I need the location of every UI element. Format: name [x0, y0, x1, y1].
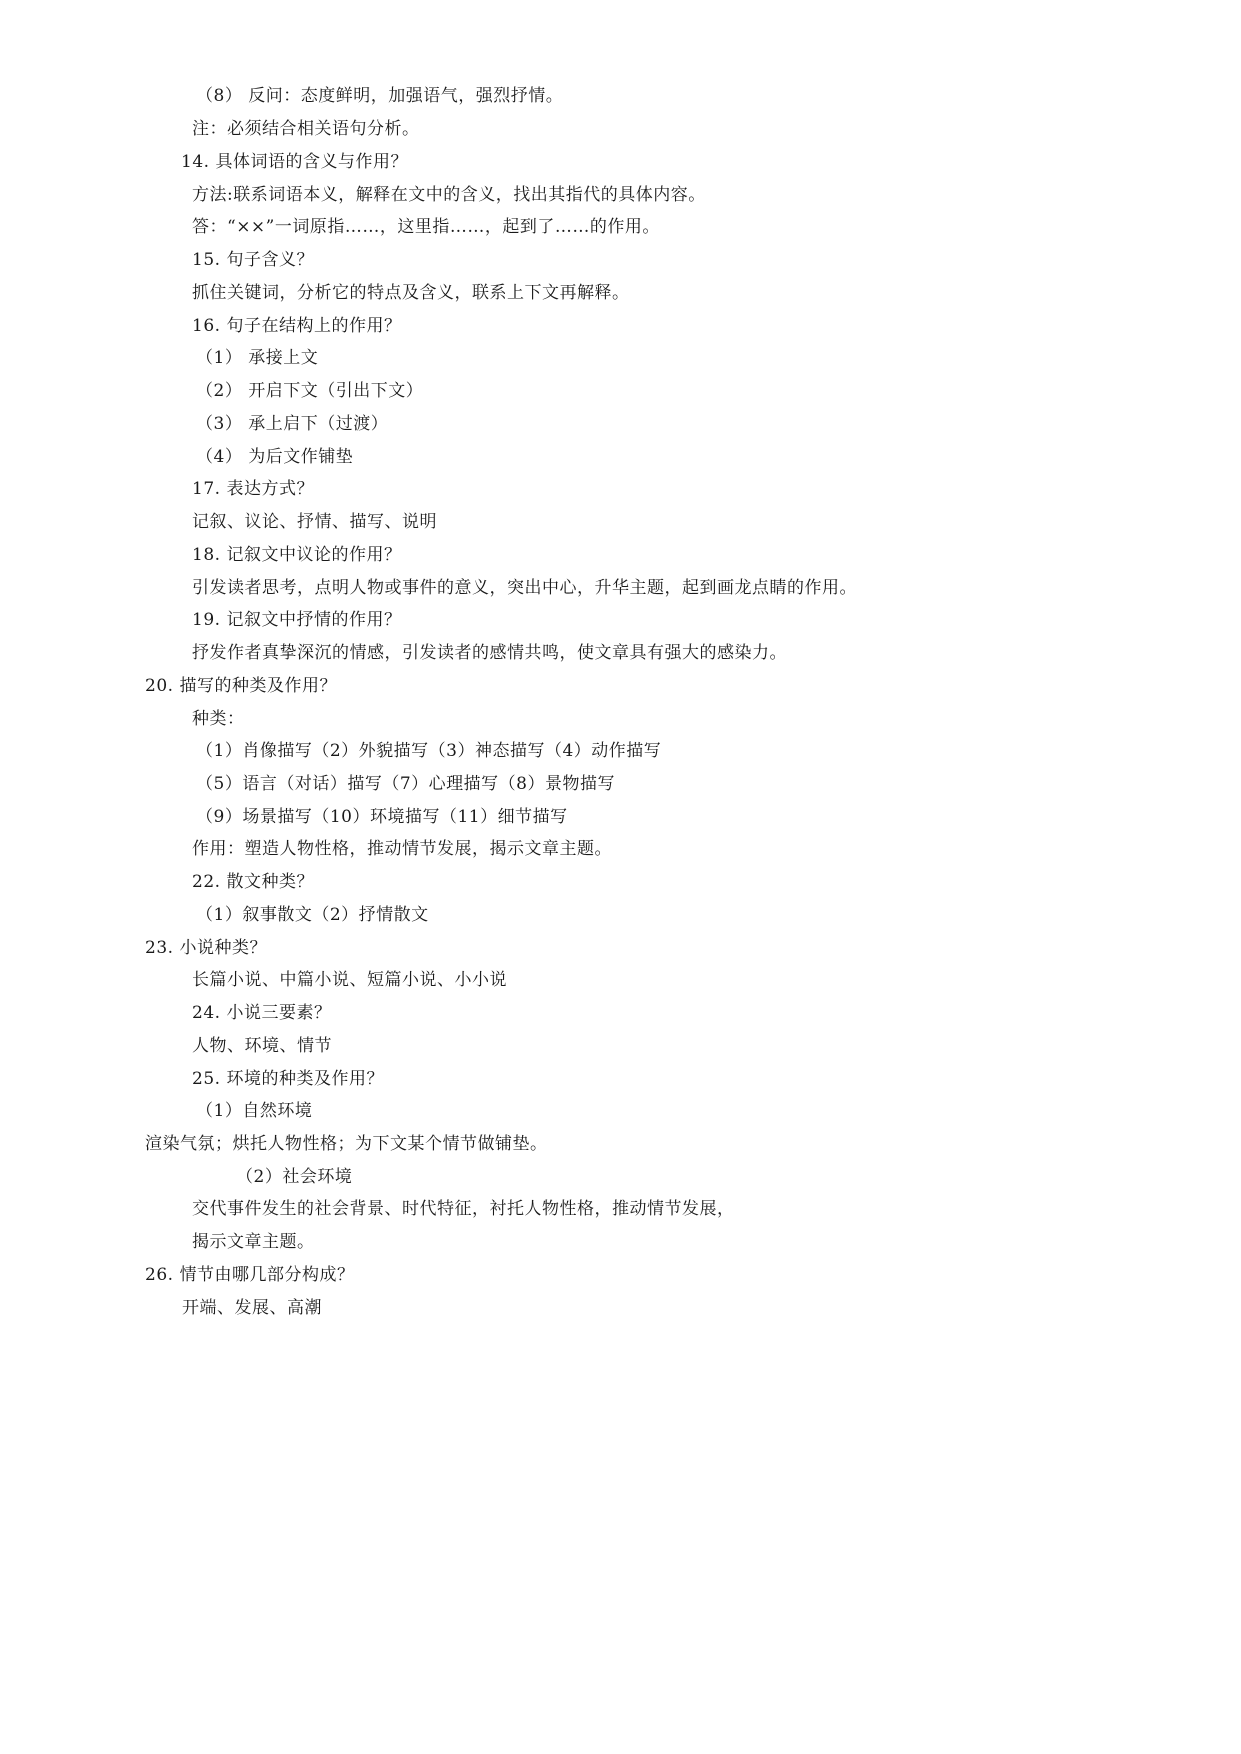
- expression-modes: 记叙、议论、抒情、描写、说明: [192, 512, 437, 532]
- answer-line: 答：“××”一词原指……，这里指……，起到了……的作用。: [192, 217, 660, 237]
- heading-24: 24. 小说三要素？: [192, 1003, 332, 1023]
- heading-26: 26. 情节由哪几部分构成？: [145, 1265, 355, 1285]
- heading-20: 20. 描写的种类及作用？: [145, 676, 337, 696]
- prose-types: （1）叙事散文（2）抒情散文: [196, 905, 429, 925]
- natural-environment: （1）自然环境: [196, 1101, 313, 1121]
- description-types-row-1: （1）肖像描写（2）外貌描写（3）神态描写（4）动作描写: [196, 741, 662, 761]
- social-environment: （2）社会环境: [236, 1167, 353, 1187]
- description-types-row-3: （9）场景描写（10）环境描写（11）细节描写: [196, 807, 568, 827]
- novel-types: 长篇小说、中篇小说、短篇小说、小小说: [192, 970, 507, 990]
- novel-elements: 人物、环境、情节: [192, 1036, 332, 1056]
- lyric-function: 抒发作者真挚深沉的情感，引发读者的感情共鸣，使文章具有强大的感染力。: [192, 643, 787, 663]
- plot-parts: 开端、发展、高潮: [182, 1298, 322, 1318]
- heading-18: 18. 记叙文中议论的作用？: [192, 545, 402, 565]
- description-types-row-2: （5）语言（对话）描写（7）心理描写（8）景物描写: [196, 774, 615, 794]
- heading-25: 25. 环境的种类及作用？: [192, 1069, 384, 1089]
- heading-22: 22. 散文种类？: [192, 872, 314, 892]
- types-label: 种类：: [192, 709, 245, 729]
- social-environment-function-cont: 揭示文章主题。: [192, 1232, 315, 1252]
- description-function: 作用：塑造人物性格，推动情节发展，揭示文章主题。: [192, 839, 612, 859]
- sentence-meaning-answer: 抓住关键词，分析它的特点及含义，联系上下文再解释。: [192, 283, 630, 303]
- structure-item-1: （1） 承接上文: [196, 348, 319, 368]
- structure-item-4: （4） 为后文作铺垫: [196, 447, 354, 467]
- argument-function: 引发读者思考，点明人物或事件的意义，突出中心，升华主题，起到画龙点睛的作用。: [192, 578, 857, 598]
- natural-environment-function: 渲染气氛；烘托人物性格；为下文某个情节做铺垫。: [145, 1134, 548, 1154]
- social-environment-function: 交代事件发生的社会背景、时代特征，衬托人物性格，推动情节发展，: [192, 1199, 735, 1219]
- heading-17: 17. 表达方式？: [192, 479, 314, 499]
- structure-item-3: （3） 承上启下（过渡）: [196, 414, 389, 434]
- heading-23: 23. 小说种类？: [145, 938, 267, 958]
- heading-19: 19. 记叙文中抒情的作用？: [192, 610, 402, 630]
- heading-15: 15. 句子含义？: [192, 250, 314, 270]
- note-line: 注：必须结合相关语句分析。: [192, 119, 420, 139]
- heading-16: 16. 句子在结构上的作用？: [192, 316, 402, 336]
- item-8-rhetorical-question: （8） 反问：态度鲜明，加强语气，强烈抒情。: [196, 86, 564, 106]
- method-line: 方法:联系词语本义，解释在文中的含义，找出其指代的具体内容。: [192, 185, 706, 205]
- structure-item-2: （2） 开启下文（引出下文）: [196, 381, 424, 401]
- heading-14: 14. 具体词语的含义与作用？: [181, 152, 408, 172]
